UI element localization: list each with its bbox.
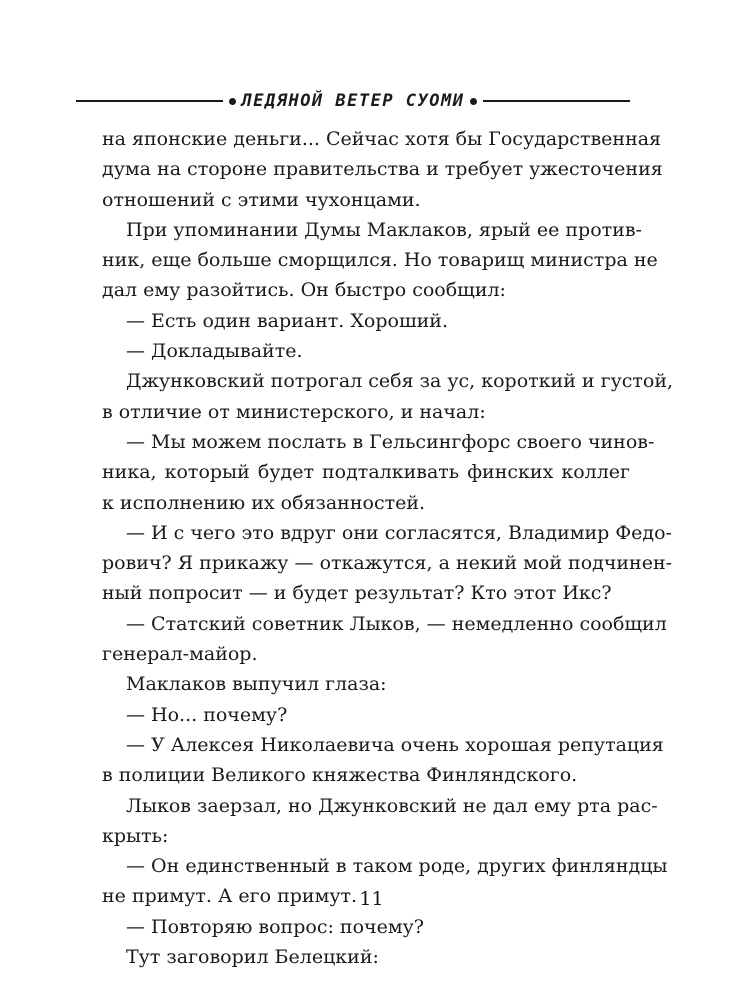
text-line: Лыков заерзал, но Джунковский не дал ему рта рас- [126,794,658,817]
running-header [76,88,630,114]
text-line: в полиции Великого княжества Финляндского. [102,764,578,787]
text-line: ный попросит — и будет результат? Кто этот Икс? [102,582,612,605]
text-line: рович? Я прикажу — откажутся, а некий мой подчинен- [102,552,673,575]
text-line: ник, еще больше сморщился. Но товарищ министра не [102,249,658,272]
text-line: не примут. А его примут. [102,885,358,908]
text-line: — И с чего это вдруг они согласятся, Владимир Федо- [126,521,672,544]
text-line: — Повторяю вопрос: почему? [126,915,424,938]
text-line: на японские деньги... Сейчас хотя бы Государственная [102,128,662,150]
header-rule-right [483,100,630,102]
text-line: Джунковский потрогал себя за ус, короткий и густой, [126,370,674,393]
text-line: — Но... почему? [126,703,288,726]
text-line: — Он единственный в таком роде, других финляндцы [126,855,668,878]
text-line: Маклаков выпучил глаза: [126,673,387,696]
text-line: отношений с этими чухонцами. [102,188,421,211]
text-line: в отличие от министерского, и начал: [102,400,486,423]
text-line: крыть: [102,824,169,847]
header-dot-right-icon [470,98,477,105]
text-line: — Статский советник Лыков, — немедленно сообщил [126,612,667,635]
text-line: Тут заговорил Белецкий: [126,946,379,969]
body-text [102,124,674,972]
text-line: дума на стороне правительства и требует ужесточения [102,158,663,181]
header-dot-left-icon [229,98,236,105]
text-line: — Докладывайте. [126,340,303,363]
text-line: дал ему разойтись. Он быстро сообщил: [102,279,506,302]
header-rule-left [76,100,223,102]
text-line: генерал-майор. [102,643,258,666]
header-title: ЛЕДЯНОЙ ВЕТЕР СУОМИ [241,91,465,111]
text-line: ника, который будет подталкивать финских коллег [102,461,630,484]
page-number: 11 [359,888,384,910]
text-line: к исполнению их обязанностей. [102,491,426,514]
text-line: — Есть один вариант. Хороший. [126,309,448,332]
text-line: — У Алексея Николаевича очень хорошая репутация [126,733,664,756]
text-line: — Мы можем послать в Гельсингфорс своего чинов- [126,430,655,453]
text-line: При упоминании Думы Маклаков, ярый ее против- [126,218,642,241]
